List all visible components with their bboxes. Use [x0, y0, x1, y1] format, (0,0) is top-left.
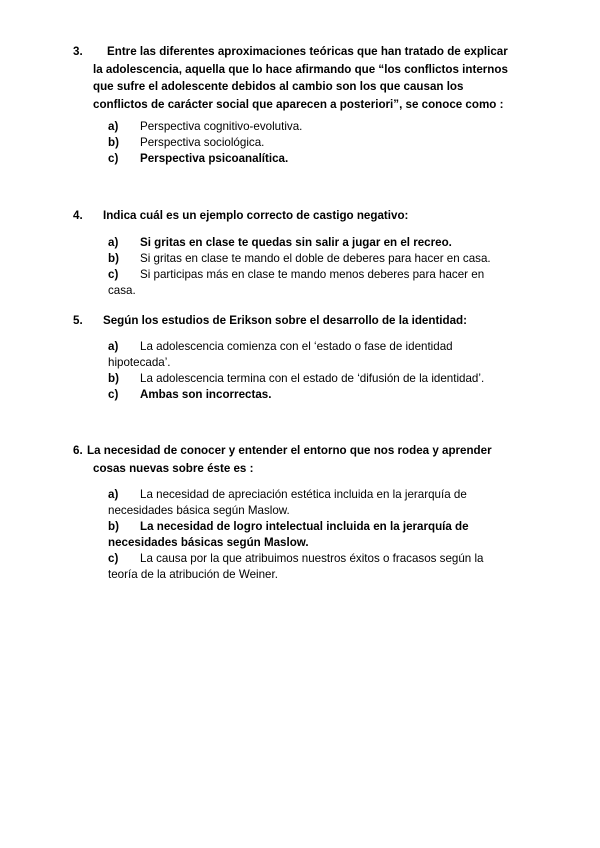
option-text: Perspectiva cognitivo-evolutiva.	[140, 120, 303, 133]
question-5-number: 5.	[73, 314, 83, 327]
question-6-option-b-continuation: necesidades básicas según Maslow.	[108, 536, 309, 549]
option-label: b)	[108, 252, 119, 265]
option-text: Perspectiva sociológica.	[140, 136, 265, 149]
question-5-text: Según los estudios de Erikson sobre el desarrollo de la identidad:	[103, 314, 467, 327]
option-text: Ambas son incorrectas.	[140, 388, 272, 401]
option-label: b)	[108, 372, 119, 385]
option-text: La necesidad de logro intelectual incluida en la jerarquía de	[140, 520, 469, 533]
question-6-option-c-continuation: teoría de la atribución de Weiner.	[108, 568, 278, 581]
option-text: Si gritas en clase te mando el doble de deberes para hacer en casa.	[140, 252, 491, 265]
option-text: La adolescencia comienza con el ‘estado o fase de identidad	[140, 340, 453, 353]
question-6-number: 6.	[73, 444, 83, 457]
question-6-option-b[interactable]	[108, 519, 469, 535]
option-text: Si participas más en clase te mando menos deberes para hacer en	[140, 268, 485, 281]
question-3-number: 3.	[73, 45, 83, 58]
question-5-option-a[interactable]	[108, 339, 453, 355]
question-3-text-line-3: que sufre el adolescente debidos al cambio son los que causan los	[93, 80, 464, 93]
question-6-text-line-2: cosas nuevas sobre éste es :	[93, 461, 254, 475]
option-label: c)	[108, 268, 119, 281]
question-6-option-a-continuation: necesidades básica según Maslow.	[108, 504, 290, 517]
question-6-option-c[interactable]	[108, 551, 484, 567]
question-4-option-a[interactable]	[108, 235, 452, 251]
option-label: c)	[108, 552, 119, 565]
option-label: a)	[108, 488, 119, 501]
option-text: La adolescencia termina con el estado de ‘difusión de la identidad’.	[140, 372, 485, 385]
option-label: a)	[108, 120, 119, 133]
option-label: a)	[108, 340, 119, 353]
option-label: b)	[108, 520, 119, 533]
option-text: La causa por la que atribuimos nuestros éxitos o fracasos según la	[140, 552, 484, 565]
option-label: a)	[108, 236, 119, 249]
option-text: Si gritas en clase te quedas sin salir a jugar en el recreo.	[140, 236, 452, 249]
question-4-option-b[interactable]	[108, 251, 491, 267]
option-label: c)	[108, 388, 119, 401]
option-text: Perspectiva psicoanalítica.	[140, 152, 289, 165]
question-4-option-c[interactable]	[108, 267, 484, 283]
question-4-number: 4.	[73, 209, 83, 222]
question-3-text-line-1: Entre las diferentes aproximaciones teóricas que han tratado de explicar	[107, 45, 508, 58]
question-5-option-b[interactable]	[108, 371, 484, 387]
option-text: La necesidad de apreciación estética incluida en la jerarquía de	[140, 488, 467, 501]
question-4-option-c-continuation: casa.	[108, 284, 136, 297]
question-3-option-a[interactable]	[108, 119, 302, 135]
question-3-text-line-2: la adolescencia, aquella que lo hace afirmando que “los conflictos internos	[93, 62, 508, 76]
question-5-option-a-continuation: hipotecada’.	[108, 356, 171, 369]
option-label: c)	[108, 152, 119, 165]
question-6-option-a[interactable]	[108, 487, 467, 503]
option-label: b)	[108, 136, 119, 149]
question-3-text-line-4: conflictos de carácter social que aparecen a posteriori”, se conoce como :	[93, 97, 504, 111]
question-3-option-b[interactable]	[108, 135, 264, 151]
question-4-text: Indica cuál es un ejemplo correcto de castigo negativo:	[103, 209, 409, 222]
question-5-option-c[interactable]	[108, 387, 271, 403]
question-6-text-line-1: La necesidad de conocer y entender el entorno que nos rodea y aprender	[87, 444, 492, 457]
question-3-option-c[interactable]	[108, 151, 288, 167]
